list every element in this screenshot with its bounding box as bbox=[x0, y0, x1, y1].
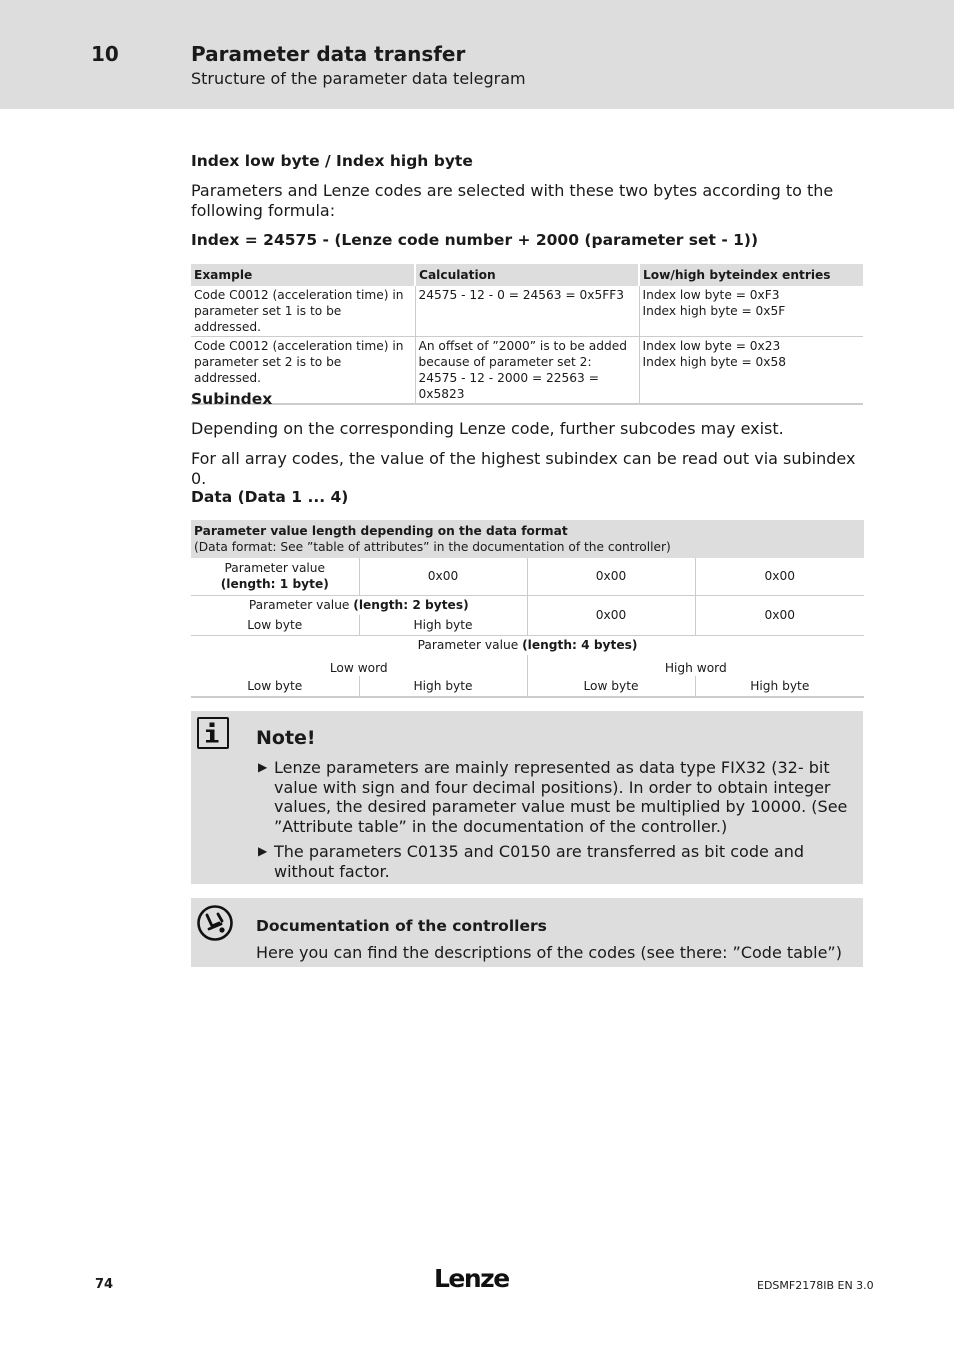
length-label: (length: 1 byte) bbox=[220, 577, 329, 592]
table-cell: High byte bbox=[359, 615, 527, 635]
table-cell: 0x00 bbox=[527, 595, 695, 635]
cell-line: parameter set 2 is to be addressed. bbox=[194, 355, 342, 385]
note-box bbox=[191, 711, 863, 884]
subindex-heading: Subindex bbox=[191, 390, 273, 408]
column-header: Calculation bbox=[415, 264, 639, 286]
table-row bbox=[191, 286, 863, 337]
bullet-text: The parameters C0135 and C0150 are transferred as bit code and without factor. bbox=[274, 842, 805, 881]
chapter-subtitle: Structure of the parameter data telegram bbox=[191, 69, 526, 88]
table-cell: Low word bbox=[191, 655, 527, 676]
pv-label: Parameter value bbox=[417, 638, 519, 653]
cell-line: Code C0012 (acceleration time) in bbox=[194, 288, 404, 302]
document-id: EDSMF2178IB EN 3.0 bbox=[757, 1279, 874, 1292]
cell-line: Index high byte = 0x5F bbox=[642, 304, 786, 318]
documentation-box bbox=[191, 898, 863, 967]
table-cell bbox=[415, 286, 639, 337]
table-row bbox=[191, 676, 864, 697]
data-heading: Data (Data 1 ... 4) bbox=[191, 488, 349, 506]
subindex-text-2: For all array codes, the value of the highest subindex can be read out via subindex 0. bbox=[191, 449, 856, 488]
table-row bbox=[191, 595, 864, 615]
index-formula: Index = 24575 - (Lenze code number + 2000 (parameter set - 1)) bbox=[191, 231, 759, 249]
cell-line: Code C0012 (acceleration time) in bbox=[194, 339, 404, 353]
table-cell: Low byte bbox=[191, 676, 359, 697]
data-table-header bbox=[191, 520, 864, 558]
table-row bbox=[191, 655, 864, 676]
lenze-logo: Lenze bbox=[434, 1264, 509, 1293]
data-format-table bbox=[191, 520, 864, 698]
chapter-number: 10 bbox=[91, 42, 119, 66]
length-label: (length: 4 bytes) bbox=[522, 638, 638, 653]
table-cell bbox=[191, 635, 864, 655]
table-row bbox=[191, 558, 864, 595]
cell-line: An offset of ”2000” is to be added bbox=[418, 339, 627, 353]
table-cell bbox=[639, 286, 863, 337]
page-header bbox=[0, 0, 954, 109]
column-header: Example bbox=[191, 264, 415, 286]
column-header: Low/high byteindex entries bbox=[639, 264, 863, 286]
bullet-arrow-icon: ▶ bbox=[258, 844, 268, 858]
subindex-text-1: Depending on the corresponding Lenze code, further subcodes may exist. bbox=[191, 419, 784, 438]
table-cell bbox=[191, 595, 527, 615]
cell-line: because of parameter set 2: bbox=[418, 355, 592, 369]
note-bullet bbox=[258, 842, 858, 881]
page-number: 74 bbox=[95, 1277, 114, 1292]
cell-line: Index low byte = 0xF3 bbox=[642, 288, 780, 302]
table-cell: 0x00 bbox=[359, 558, 527, 595]
documentation-reference-icon bbox=[196, 904, 234, 942]
table-cell bbox=[191, 286, 415, 337]
table-header-row bbox=[191, 264, 863, 286]
cell-line: 24575 - 12 - 0 = 24563 = 0x5FF3 bbox=[418, 288, 625, 302]
cell-line: parameter set 1 is to be addressed. bbox=[194, 304, 342, 334]
table-cell: Low byte bbox=[191, 615, 359, 635]
note-bullet bbox=[258, 758, 858, 836]
table-cell: 0x00 bbox=[695, 558, 864, 595]
table-cell: 0x00 bbox=[695, 595, 864, 635]
table-cell: High byte bbox=[359, 676, 527, 697]
length-label: (length: 2 bytes) bbox=[353, 598, 469, 613]
bullet-text: Lenze parameters are mainly represented as data type FIX32 (32- bit value with sign and four decimal positions). In order to obtain integer values, the desired parameter value must be multiplied by 10000. (See ”Attribute table” in the documentation of the controller.) bbox=[274, 758, 848, 836]
data-table-header-note: (Data format: See ”table of attributes” in the documentation of the controller) bbox=[194, 540, 671, 554]
index-text: Parameters and Lenze codes are selected with these two bytes according to the following formula: bbox=[191, 181, 834, 220]
chapter-title: Parameter data transfer bbox=[191, 42, 466, 66]
table-row bbox=[191, 635, 864, 655]
index-table bbox=[191, 264, 863, 405]
pv-label: Parameter value bbox=[248, 598, 350, 613]
note-title: Note! bbox=[256, 727, 316, 749]
table-cell bbox=[191, 558, 359, 595]
pv-label: Parameter value bbox=[224, 561, 326, 576]
table-cell: Low byte bbox=[527, 676, 695, 697]
table-cell: 0x00 bbox=[527, 558, 695, 595]
cell-line: 24575 - 12 - 2000 = 22563 = 0x5823 bbox=[418, 371, 599, 401]
bullet-arrow-icon: ▶ bbox=[258, 760, 268, 774]
index-heading: Index low byte / Index high byte bbox=[191, 152, 473, 170]
table-cell: High word bbox=[664, 661, 727, 675]
data-table-header-title: Parameter value length depending on the data format bbox=[194, 524, 568, 538]
cell-line: Index high byte = 0x58 bbox=[642, 355, 787, 369]
table-cell: High byte bbox=[695, 676, 864, 697]
documentation-title: Documentation of the controllers bbox=[256, 917, 547, 935]
documentation-text: Here you can find the descriptions of the codes (see there: ”Code table”) bbox=[256, 943, 842, 962]
info-icon bbox=[197, 717, 229, 749]
cell-line: Index low byte = 0x23 bbox=[642, 339, 781, 353]
